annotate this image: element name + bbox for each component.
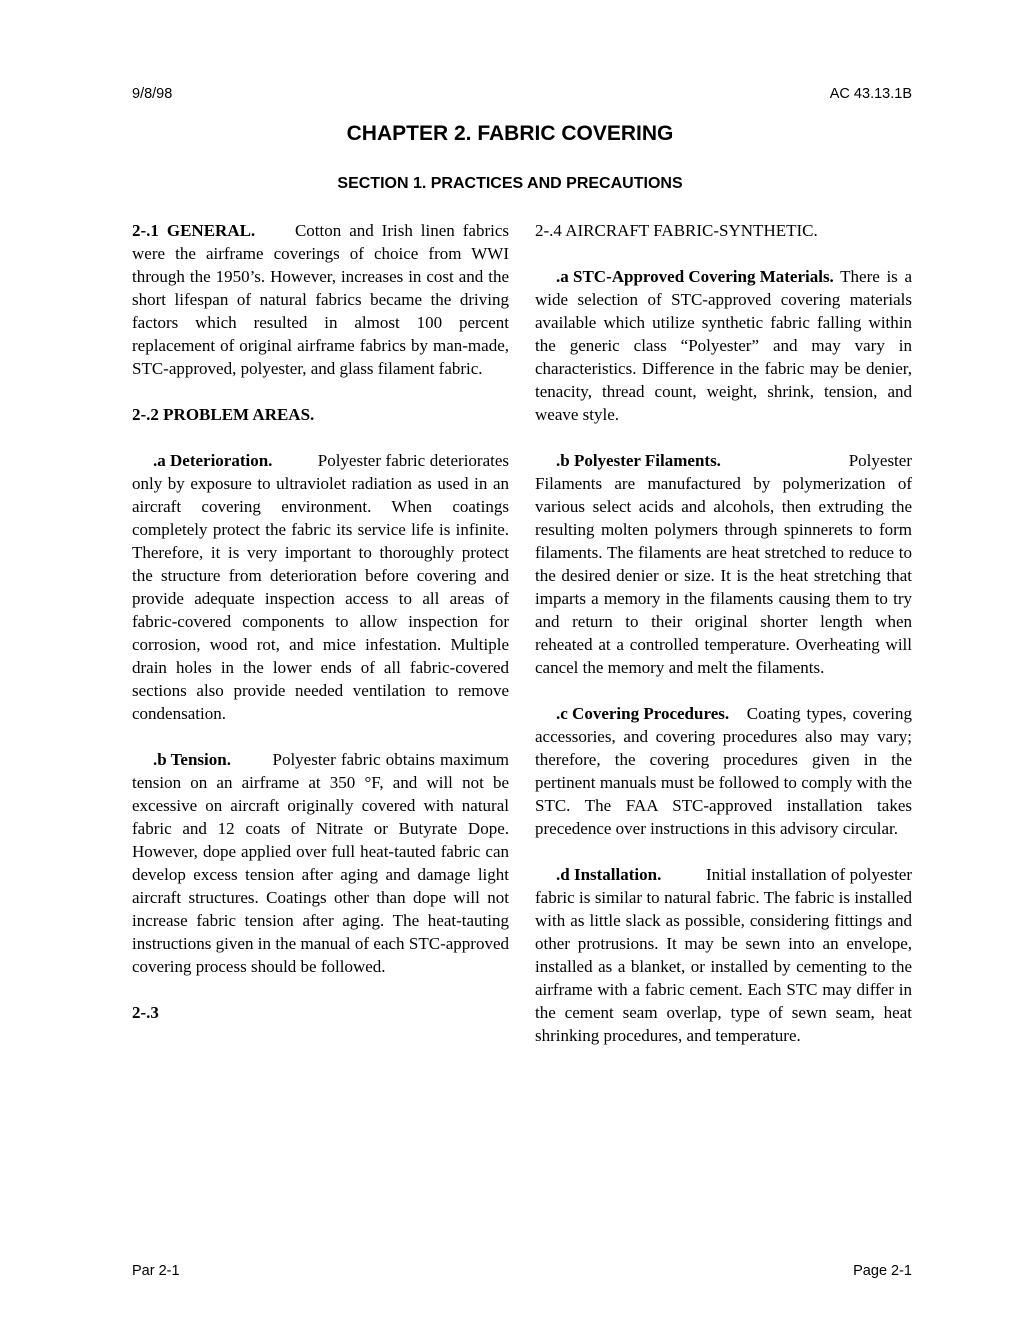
- heading-2-3: 2-.3: [132, 1003, 159, 1022]
- left-column: [132, 219, 509, 1047]
- paragraph-stc-materials: [535, 265, 912, 426]
- right-column: [535, 219, 912, 1070]
- chapter-title: CHAPTER 2. FABRIC COVERING: [346, 122, 674, 145]
- text-deterioration: Polyester fabric deteriorates only by exposure to ultraviolet radiation as used in an aircraft covering environment. When coatings completely protect the fabric its service life is infinite. Therefore, it is very important to thoroughly protect the structure from deterioration before covering and provide adequate inspection access to all areas of fabric-covered components to allow inspection for corrosion, wood rot, and mice infestation. Multiple drain holes in the lower ends of all fabric-covered sections also provide needed ventilation to remove condensation.: [132, 451, 510, 723]
- paragraph-procedures: [535, 702, 912, 840]
- heading-filaments: .b Polyester Filaments.: [556, 451, 721, 470]
- section-title: SECTION 1. PRACTICES AND PRECAUTIONS: [337, 175, 683, 192]
- footer-paragraph: Par 2-1: [132, 1263, 180, 1279]
- heading-tension: .b Tension.: [153, 750, 231, 769]
- paragraph-filaments: [535, 449, 912, 679]
- heading-installation: .d Installation.: [556, 865, 662, 884]
- heading-general: 2-.1 GENERAL.: [132, 221, 256, 240]
- heading-procedures: .c Covering Procedures.: [556, 704, 730, 723]
- text-general: Cotton and Irish linen fabrics were the airframe coverings of choice from WWI through the 1950’s. However, increases in cost and the short lifespan of natural fabrics became the driving factors which resulted in almost 100 percent replacement of original airframe fabrics by man-made, STC-approved, polyester, and glass filament fabric.: [132, 221, 509, 378]
- paragraph-synthetic: [535, 219, 912, 242]
- heading-deterioration: .a Deterioration.: [153, 451, 273, 470]
- paragraph-installation: [535, 863, 912, 1047]
- text-stc-materials: There is a wide selection of STC-approved covering materials available which utilize synthetic fabric falling within the generic class “Polyester” and may vary in characteristics. Difference in the fabric may be denier, tenacity, thread count, weight, shrink, tension, and weave style.: [535, 267, 912, 424]
- paragraph-problem-areas: [132, 403, 509, 426]
- text-filaments: Polyester Filaments are manufactured by polymerization of various select acids and alcohols, then extruding the resulting molten polymers through spinnerets to form filaments. The filaments are heat stretched to reduce to the desired denier or size. It is the heat stretching that imparts a memory in the filaments causing them to try and return to their original shorter length when reheated at a controlled temperature. Overheating will cancel the memory and melt the filaments.: [535, 451, 912, 677]
- footer-page-number: Page 2-1: [853, 1263, 912, 1279]
- paragraph-general: [132, 219, 509, 380]
- paragraph-tension: [132, 748, 509, 978]
- heading-problem-areas: 2-.2 PROBLEM AREAS.: [132, 405, 315, 424]
- header-doc-id: AC 43.13.1B: [829, 86, 912, 102]
- text-procedures: Coating types, covering accessories, and covering procedures also may vary; therefore, the covering procedures given in the pertinent manuals must be followed to comply with the STC. The FAA STC-approved installation takes precedence over instructions in this advisory circular.: [535, 704, 912, 838]
- paragraph-deterioration: [132, 449, 509, 725]
- text-installation: Initial installation of polyester fabric is similar to natural fabric. The fabric is installed with as little slack as possible, considering fittings and other protrusions. It may be sewn into an envelope, installed as a blanket, or installed by cementing to the airframe with a fabric cement. Each STC may differ in the cement seam overlap, type of sewn seam, heat shrinking procedures, and temperature.: [535, 865, 912, 1045]
- heading-stc-materials: .a STC-Approved Covering Materials.: [556, 267, 834, 286]
- text-tension: Polyester fabric obtains maximum tension on an airframe at 350 °F, and will not be excessive on aircraft originally covered with natural fabric and 12 coats of Nitrate or Butyrate Dope. However, dope applied over full heat-tauted fabric can develop excess tension after aging and damage light aircraft structures. Coatings other than dope will not increase fabric tension after aging. The heat-tauting instructions given in the manual of each STC-approved covering process should be followed.: [132, 750, 509, 976]
- paragraph-2-3: [132, 1001, 509, 1024]
- header-date: 9/8/98: [132, 86, 173, 102]
- heading-synthetic: 2-.4 AIRCRAFT FABRIC-SYNTHETIC.: [535, 221, 818, 240]
